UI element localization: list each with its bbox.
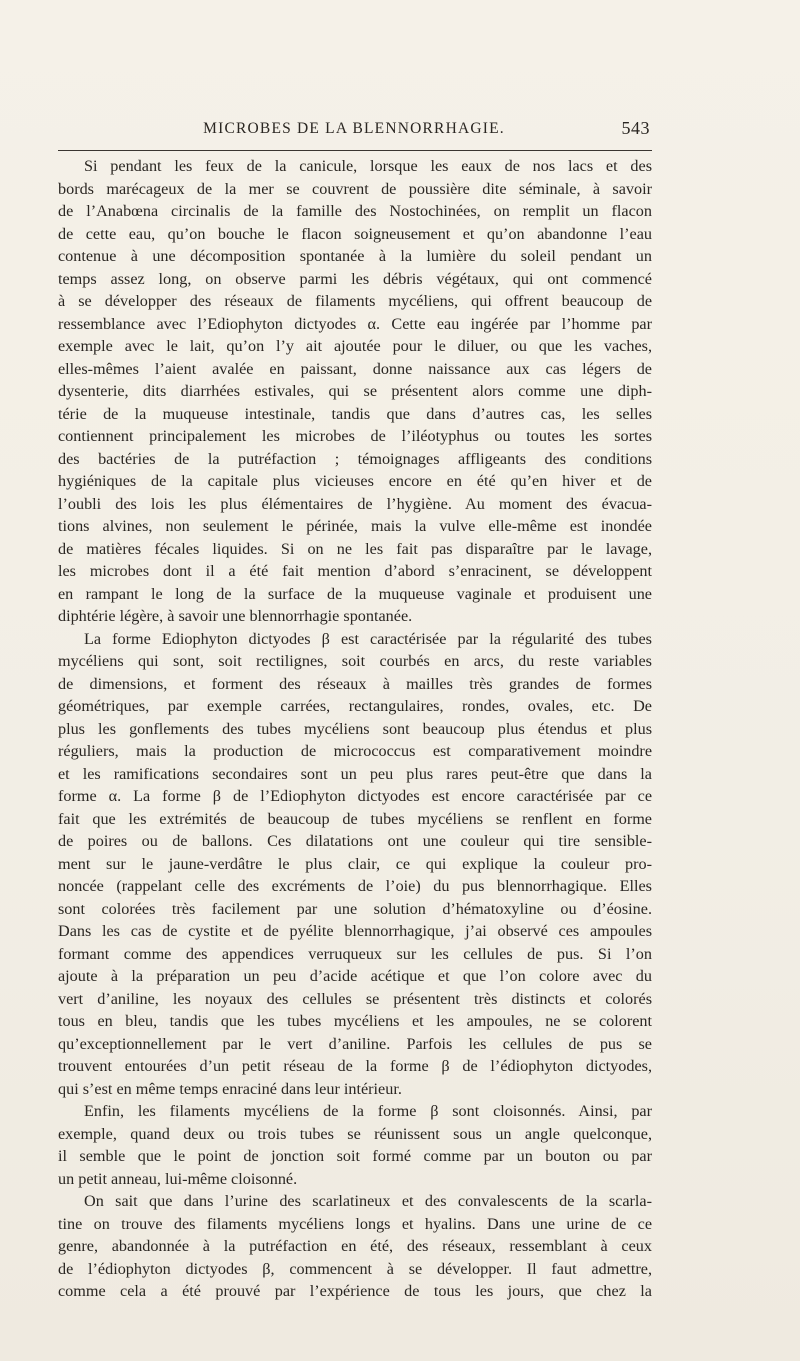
text-line: diphtérie légère, à savoir une blennorrhagie spontanée.	[58, 607, 413, 625]
text-line: genre, abandonnée à la putréfaction en été, des réseaux, ressemblant à ceux	[58, 1237, 652, 1255]
text-line: formant comme des appendices verruqueux sur les cellules de pus. Si l’on	[58, 944, 652, 963]
text-line: Si pendant les feux de la canicule, lorsque les eaux de nos lacs et des	[84, 157, 652, 175]
text-line: exemple, quand deux ou trois tubes se réunissent sous un angle quelconque,	[58, 1124, 652, 1143]
text-line: exemple avec le lait, qu’on l’y ait ajoutée pour le diluer, ou que les vaches,	[58, 337, 652, 355]
text-line: térie de la muqueuse intestinale, tandis que dans d’autres cas, les selles	[58, 404, 652, 423]
text-line: des bactéries de la putréfaction ; témoignages affligeants des conditions	[58, 449, 652, 468]
text-line: de matières fécales liquides. Si on ne les fait pas disparaître par le lavage,	[58, 539, 652, 558]
body-text	[58, 155, 652, 1303]
text-line: tine on trouve des filaments mycéliens longs et hyalins. Dans une urine de ce	[58, 1214, 652, 1233]
text-line: bords marécageux de la mer se couvrent de poussière dite séminale, à savoir	[58, 179, 652, 198]
text-line: mycéliens qui sont, soit rectilignes, soit courbés en arcs, du reste variables	[58, 652, 652, 670]
page-header	[58, 118, 650, 142]
text-line: La forme Ediophyton dictyodes β est caractérisée par la régularité des tubes	[84, 629, 652, 648]
text-line: en rampant le long de la surface de la muqueuse vaginale et produisent une	[58, 584, 652, 603]
text-line: contenue à une décomposition spontanée à la lumière du soleil pendant un	[58, 247, 652, 265]
text-line: qu’exceptionnellement par le vert d’aniline. Parfois les cellules de pus se	[58, 1034, 652, 1053]
text-line: à se développer des réseaux de filaments mycéliens, qui offrent beaucoup de	[58, 292, 652, 310]
text-line: hygiéniques de la capitale plus vicieuses encore en été qu’en hiver et de	[58, 472, 652, 490]
text-line: elles-mêmes l’aient avalée en paissant, donne naissance aux cas légers de	[58, 359, 652, 378]
text-line: Dans les cas de cystite et de pyélite blennorrhagique, j’ai observé ces ampoules	[58, 922, 652, 940]
text-line: plus les gonflements des tubes mycéliens sont beaucoup plus étendus et plus	[58, 719, 652, 738]
text-line: les microbes dont il a été fait mention d’abord s’enracinent, se développent	[58, 562, 652, 580]
text-line: fait que les extrémités de beaucoup de tubes mycéliens se renflent en forme	[58, 809, 652, 828]
text-line: trouvent entourées d’un petit réseau de la forme β de l’édiophyton dictyodes,	[58, 1057, 652, 1075]
text-line: géométriques, par exemple carrées, rectangulaires, rondes, ovales, etc. De	[58, 697, 652, 715]
text-line: de cette eau, qu’on bouche le flacon soigneusement et qu’on abandonne l’eau	[58, 224, 652, 243]
text-line: de l’édiophyton dictyodes β, commencent à se développer. Il faut admettre,	[58, 1259, 652, 1278]
text-line: réguliers, mais la production de micrococcus est comparativement moindre	[58, 742, 652, 760]
text-line: tions alvines, non seulement le périnée, mais la vulve elle-même est inondée	[58, 517, 652, 535]
text-line: dysenterie, dits diarrhées estivales, qui se présentent alors comme une diph-	[58, 382, 652, 400]
text-line: temps assez long, on observe parmi les débris végétaux, qui ont commencé	[58, 269, 652, 288]
text-line: ajoute à la préparation un peu d’acide acétique et que l’on colore avec du	[58, 967, 652, 985]
text-line: comme cela a été prouvé par l’expérience de tous les jours, que chez la	[58, 1282, 652, 1300]
text-line: Enfin, les filaments mycéliens de la forme β sont cloisonnés. Ainsi, par	[84, 1102, 652, 1120]
text-line: de l’Anabœna circinalis de la famille des Nostochinées, on remplit un flacon	[58, 202, 652, 220]
text-line: l’oubli des lois les plus élémentaires de l’hygiène. Au moment des évacua-	[58, 494, 652, 513]
text-line: un petit anneau, lui-même cloisonné.	[58, 1169, 298, 1188]
text-line: ment sur le jaune-verdâtre le plus clair, ce qui explique la couleur pro-	[58, 854, 652, 873]
text-line: qui s’est en même temps enraciné dans leur intérieur.	[58, 1079, 402, 1098]
text-line: de poires ou de ballons. Ces dilatations ont une couleur qui tire sensible-	[58, 832, 652, 850]
text-line: On sait que dans l’urine des scarlatineux et des convalescents de la scarla-	[84, 1192, 652, 1210]
text-line: sont colorées très facilement par une solution d’hématoxyline ou d’éosine.	[58, 899, 652, 918]
text-line: contiennent principalement les microbes de l’iléotyphus ou toutes les sortes	[58, 427, 652, 445]
text-line: ressemblance avec l’Ediophyton dictyodes α. Cette eau ingérée par l’homme par	[58, 314, 652, 333]
page-number: 543	[621, 118, 650, 138]
running-title: MICROBES DE LA BLENNORRHAGIE.	[203, 120, 505, 137]
text-line: tous en bleu, tandis que les tubes mycéliens et les ampoules, ne se colorent	[58, 1012, 652, 1030]
text-line: forme α. La forme β de l’Ediophyton dictyodes est encore caractérisée par ce	[58, 787, 652, 805]
text-line: et les ramifications secondaires sont un peu plus rares peut-être que dans la	[58, 764, 652, 783]
text-line: noncée (rappelant celle des excréments de l’oie) du pus blennorrhagique. Elles	[58, 877, 652, 895]
text-line: il semble que le point de jonction soit formé comme par un bouton ou par	[58, 1147, 652, 1165]
text-line: vert d’aniline, les noyaux des cellules se présentent très distincts et colorés	[58, 989, 652, 1008]
header-rule	[58, 150, 652, 151]
text-line: de dimensions, et forment des réseaux à mailles très grandes de formes	[58, 674, 652, 693]
